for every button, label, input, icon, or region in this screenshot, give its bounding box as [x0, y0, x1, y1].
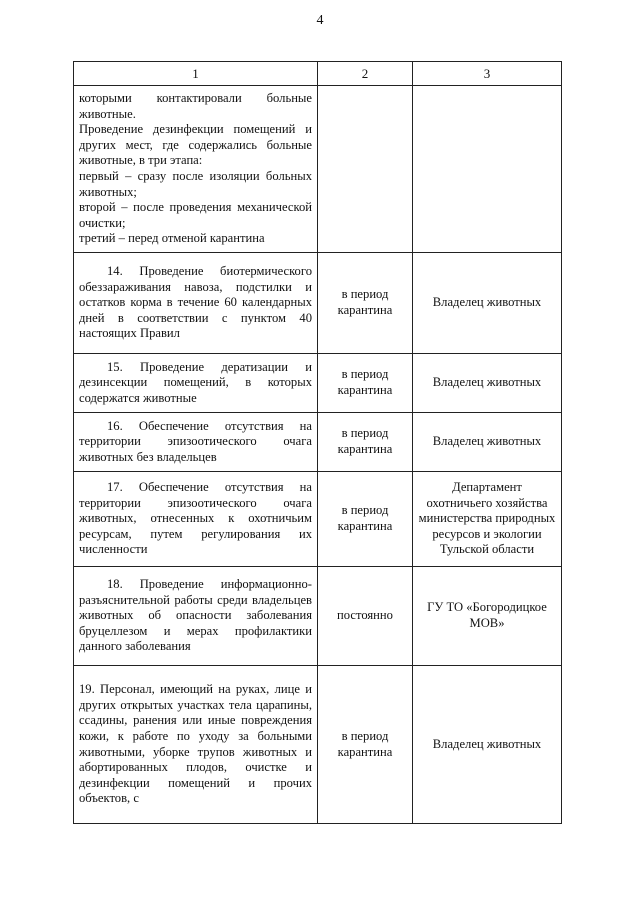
- continuation-line: которыми контактировали больные животные.: [79, 91, 312, 121]
- column-header-2: 2: [318, 62, 413, 86]
- continuation-responsible: [413, 86, 562, 253]
- row-description: 16. Обеспечение отсутствия на территории эпизоотического очага животных без владельцев: [74, 413, 318, 472]
- page-number: 4: [316, 13, 324, 28]
- row-description: 18. Проведение информационно-разъяснительной работы среди владельцев животных об опасности заболевания бруцеллезом и мерах профилактики данного заболевания: [74, 567, 318, 666]
- table-row: [74, 666, 562, 824]
- table-row-continuation: [74, 86, 562, 253]
- table-row: [74, 413, 562, 472]
- row-description: 15. Проведение дератизации и дезинсекции помещений, в которых содержатся животные: [74, 354, 318, 413]
- row-period: постоянно: [318, 567, 413, 666]
- row-period: в период карантина: [318, 666, 413, 824]
- row-responsible: Владелец животных: [413, 413, 562, 472]
- row-period: в период карантина: [318, 413, 413, 472]
- table-header-row: [74, 62, 562, 86]
- continuation-line: Проведение дезинфекции помещений и других мест, где содержались больные животные, в три этапа:: [79, 122, 312, 168]
- measures-table: [73, 61, 562, 824]
- table-row: [74, 253, 562, 354]
- column-header-1: 1: [74, 62, 318, 86]
- row-responsible: Владелец животных: [413, 253, 562, 354]
- row-description: 14. Проведение биотермического обеззараживания навоза, подстилки и остатков корма в течение 60 календарных дней в соответствии с пунктом 40 настоящих Правил: [74, 253, 318, 354]
- table-row: [74, 472, 562, 567]
- continuation-line: второй – после проведения механической очистки;: [79, 200, 312, 230]
- table-row: [74, 354, 562, 413]
- row-description: 17. Обеспечение отсутствия на территории эпизоотического очага животных, отнесенных к охотничьим ресурсам, путем регулирования их численности: [74, 472, 318, 567]
- row-period: в период карантина: [318, 472, 413, 567]
- row-responsible: Владелец животных: [413, 354, 562, 413]
- continuation-line: третий – перед отменой карантина: [79, 231, 265, 246]
- continuation-line: первый – сразу после изоляции больных животных;: [79, 169, 312, 199]
- row-description: 19. Персонал, имеющий на руках, лице и других открытых участках тела царапины, ссадины, ранения или иные повреждения кожи, к работе по уходу за больными животными, уборке трупов животных и абортированных плодов, очистке и дезинфекции помещений и прочих объектов, с: [74, 666, 318, 824]
- row-period: в период карантина: [318, 253, 413, 354]
- row-responsible: Департамент охотничьего хозяйства министерства природных ресурсов и экологии Тульской области: [413, 472, 562, 567]
- continuation-description: [74, 86, 318, 253]
- table-row: [74, 567, 562, 666]
- row-responsible: ГУ ТО «Богородицкое МОВ»: [413, 567, 562, 666]
- row-responsible: Владелец животных: [413, 666, 562, 824]
- column-header-3: 3: [413, 62, 562, 86]
- continuation-period: [318, 86, 413, 253]
- row-period: в период карантина: [318, 354, 413, 413]
